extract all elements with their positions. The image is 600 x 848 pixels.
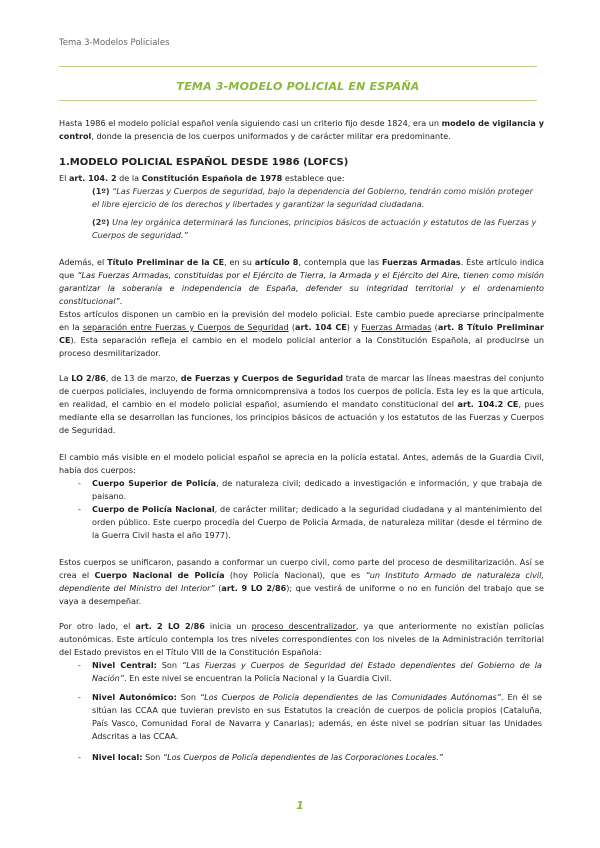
paragraph-constitution: El art. 104. 2 de la Constitución Española de 1978 establece que: xyxy=(59,173,345,183)
paragraph-separacion: Estos artículos disponen un cambio en la previsión del modelo policial. Este cambio puede apreciarse principalmente en la separación entre Fuerzas y Cuerpos de Seguridad (art. 104 CE) y Fuerzas Armadas (art. 8 Título Preliminar CE). Esta separación refleja el cambio en el modelo policial anterior a la Constitución Española, al producirse un proceso desmilitarizador. xyxy=(59,309,544,358)
paragraph-lo-2-86: La LO 2/86, de 13 de marzo, de Fuerzas y Cuerpos de Seguridad trata de marcar las líneas maestras del conjunto de cuerpos policiales, incluyendo de forma omnicomprensiva a todos los cuerpos de policía. Esta ley es la que articula, en realidad, el cambio en el modelo policial español, asumiendo el mandato constitucional del art. 104.2 CE, pues mediante ella se desarrollan las funciones, los principios básicos de actuación y los estatutos de las Fuerzas y Cuerpos de Seguridad. xyxy=(59,373,544,435)
quote-item-2: (2º) Una ley orgánica determinará las funciones, principios básicos de actuación y estatutos de las Fuerzas y Cuerpos de seguridad.” xyxy=(92,217,537,240)
paragraph-cambio-visible: El cambio más visible en el modelo policial español se aprecia en la policía estatal. Antes, además de la Guardia Civil, había dos cuerpos: xyxy=(59,452,544,475)
page-title: TEMA 3-MODELO POLICIAL EN ESPAÑA xyxy=(176,80,420,93)
title-rule-top xyxy=(59,66,537,67)
page-number: 1 xyxy=(296,799,304,812)
quote-item-1: (1º) “Las Fuerzas y Cuerpos de seguridad, bajo la dependencia del Gobierno, tendrán como misión proteger el libre ejercicio de los derechos y libertades y garantizar la seguridad ciudadana. xyxy=(92,186,533,209)
running-header: Tema 3-Modelos Policiales xyxy=(59,38,170,48)
document-page: Tema 3-Modelos Policiales TEMA 3-MODELO POLICIAL EN ESPAÑA Hasta 1986 el modelo policial español venía siguiendo casi un criterio fijo desde 1824, era un modelo de vigilancia y control, donde la presencia de los cuerpos uniformados y de carácter militar era predominante. 1.MODELO POLICIAL ESPAÑOL DESDE 1986 (LOFCS) El art. 104. 2 de la Constitución Española de 1978 establece que: (1º) “Las Fuerzas y Cuerpos de seguridad, bajo la dependencia del Gobierno, tendrán como misión proteger el libre ejercicio de los derechos y libertades y garantizar la seguridad ciudadana. (2º) Una ley orgánica determinará las funciones, principios básicos de actuación y estatutos de las Fuerzas y Cuerpos de seguridad.” Además, el Título Preliminar de la CE, en su artículo 8, contempla que las Fuerzas Armadas. Éste artículo indica que “Las Fuerzas Armadas, constituidas por el Ejército de Tierra, la Armada y el Ejército del Aire, tienen como misión garantizar la soberanía e independencia de España, defender su integridad territorial y el ordenamiento constitucional”. Estos artículos disponen un cambio en la previsión del modelo policial. Este cambio puede apreciarse principalmente en la separación entre Fuerzas y Cuerpos de Seguridad (art. 104 CE) y Fuerzas Armadas (art. 8 Título Preliminar CE). Esta separación refleja el cambio en el modelo policial anterior a la Constitución Española, al producirse un proceso desmilitarizador. La LO 2/86, de 13 de marzo, de Fuerzas y Cuerpos de Seguridad trata de marcar las líneas maestras del conjunto de cuerpos policiales, incluyendo de forma omnicomprensiva a todos los cuerpos de policía. Esta ley es la que articula, en realidad, el cambio en el modelo policial español, asumiendo el mandato constitucional del art. 104.2 CE, pues mediante ella se desarrollan las funciones, los principios básicos de actuación y los estatutos de las Fuerzas y Cuerpos de Seguridad. El cambio más visible en el modelo policial español se aprecia en la policía estatal. Antes, además de la Guardia Civil, había dos cuerpos: - Cuerpo Superior de Policía, de naturaleza civil; dedicado a investigación e información, y que trabaja de paisano. - Cuerpo de Policía Nacional, de carácter militar; dedicado a la seguridad ciudadana y al mantenimiento del orden público. Este cuerpo procedía del Cuerpo de Policía Armada, de naturaleza militar (desde el término de la Guerra Civil hasta el año 1977). Estos cuerpos se unificaron, pasando a conformar un cuerpo civil, como parte del proceso de desmilitarización. Así se crea el Cuerpo Nacional de Policía (hoy Policía Nacional), que es “un Instituto Armado de naturaleza civil, dependiente del Ministro del Interior” (art. 9 LO 2/86); que vestirá de uniforme o no en función del trabajo que se vaya a desempeñar. Por otro lado, el art. 2 LO 2/86 inicia un proceso descentralizador, ya que anteriormente no existían policías autonómicas. Este artículo contempla los tres niveles correspondientes con los niveles de la Administración territorial del Estado previstos en el Título VIII de la Constitución Española: - Nivel Central: Son “Las Fuerzas y Cuerpos de Seguridad del Estado dependientes del Gobierno de la Nación”. En este nivel se encuentran la Policía Nacional y la Guardia Civil. - Nivel Autonómico: Son “Los Cuerpos de Policía dependientes de las Comunidades Autónomas”. En él se sitúan las CCAA que tuvieran previsto en sus Estatutos la creación de cuerpos de policía propios (Cataluña, País Vasco, Comunidad Foral de Navarra y Canarias); además, en éste nivel se podrían situar las Unidades Adscritas a las CCAA. - Nivel local: Son “Los Cuerpos de Policía dependientes de las Corporaciones Locales.” 1 xyxy=(0,0,600,848)
section-heading: 1.MODELO POLICIAL ESPAÑOL DESDE 1986 (LOFCS) xyxy=(59,157,349,168)
paragraph-unificacion: Estos cuerpos se unificaron, pasando a conformar un cuerpo civil, como parte del proceso de desmilitarización. Así se crea el Cuerpo Nacional de Policía (hoy Policía Nacional), que es “un Instituto Armado de naturaleza civil, dependiente del Ministro del Interior” (art. 9 LO 2/86); que vestirá de uniforme o no en función del trabajo que se vaya a desempeñar. xyxy=(59,557,545,606)
intro-paragraph: Hasta 1986 el modelo policial español venía siguiendo casi un criterio fijo desde 1824, era un modelo de vigilancia y control, donde la presencia de los cuerpos uniformados y de carácter militar era predominante. xyxy=(59,118,544,141)
title-rule-bottom xyxy=(59,100,537,101)
paragraph-descentralizador: Por otro lado, el art. 2 LO 2/86 inicia un proceso descentralizador, ya que anteriormente no existían policías autonómicas. Este artículo contempla los tres niveles correspondientes con los niveles de la Administración territorial del Estado previstos en el Título VIII de la Constitución Española: xyxy=(59,621,544,657)
paragraph-titulo-preliminar: Además, el Título Preliminar de la CE, en su artículo 8, contempla que las Fuerzas Armadas. Éste artículo indica que “Las Fuerzas Armadas, constituidas por el Ejército de Tierra, la Armada y el Ejército del Aire, tienen como misión garantizar la soberanía e independencia de España, defender su integridad territorial y el ordenamiento constitucional”. xyxy=(59,257,544,306)
